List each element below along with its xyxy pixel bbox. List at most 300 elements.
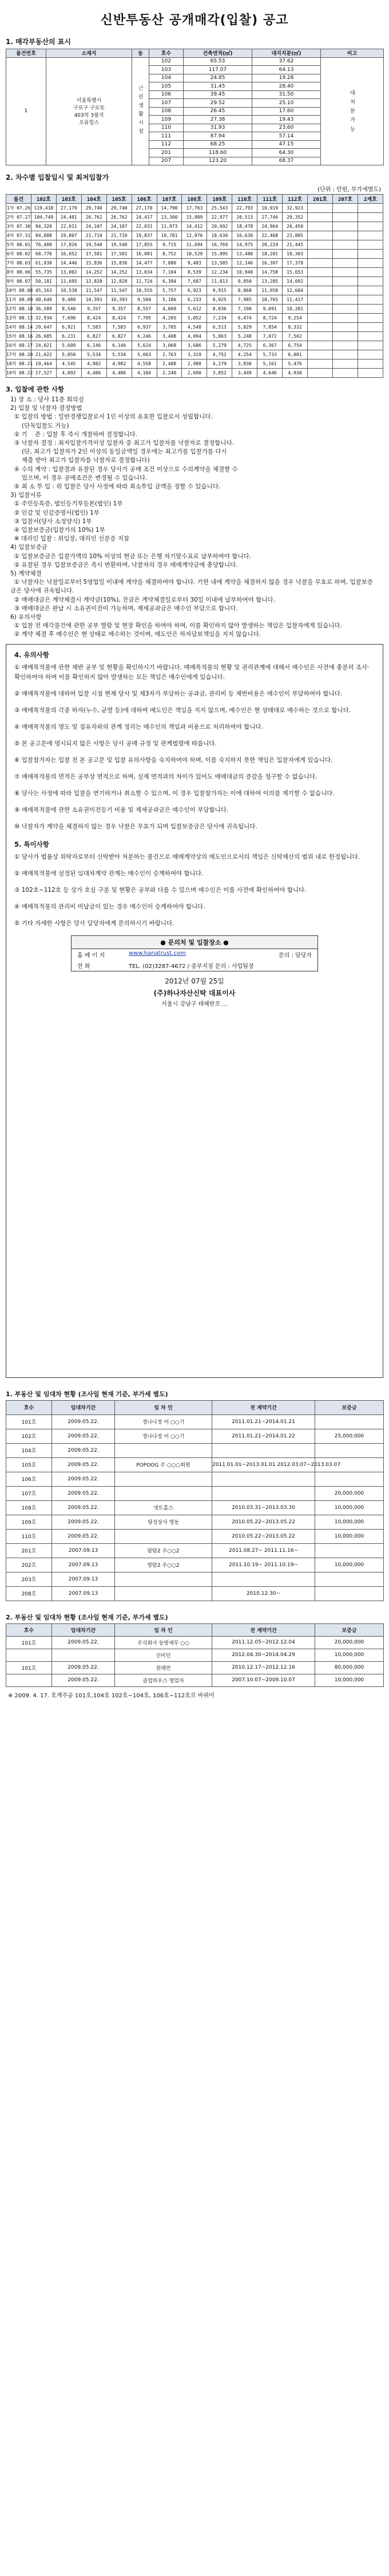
bid-price — [358, 240, 383, 250]
bid-price — [308, 341, 333, 350]
bid-price: 5,063 — [132, 350, 157, 359]
bid-price: 11,547 — [106, 286, 132, 295]
lease-header-cell: 보증금 — [315, 1400, 384, 1415]
bid-price — [308, 350, 333, 359]
bid-price: 5,534 — [81, 350, 106, 359]
lease-cell — [212, 1486, 315, 1500]
bid-price: 19,540 — [81, 240, 106, 250]
bid-price — [358, 359, 383, 369]
bid-price: 3,785 — [157, 323, 182, 332]
bid-header-row — [6, 195, 383, 204]
notice-date: 2012년 07월 25일 — [165, 977, 224, 985]
section3-heading: 3. 입찰에 관한 사항 — [6, 385, 65, 393]
lease-header-cell: 호수 — [6, 1400, 52, 1415]
lease-cell — [212, 1443, 315, 1457]
bid-header-cell: 110호 — [232, 195, 257, 204]
lease-cell: 101호 — [6, 1661, 52, 1674]
bid-price: 6,513 — [207, 323, 232, 332]
section4-item: ⑧ 당사는 사정에 따라 입찰을 연기하거나 취소할 수 있으며, 이 경우 입찰참가자는 이에 대하여 이의를 제기할 수 없습니다. — [14, 789, 335, 797]
bid-row — [6, 341, 383, 350]
lease-cell: 2010.05.22~2013.05.22 — [212, 1515, 315, 1529]
property-land-share: 19.43 — [252, 116, 321, 124]
bid-row — [6, 359, 383, 369]
bid-price: 9,489 — [56, 295, 81, 305]
bid-price: 19,807 — [56, 231, 81, 240]
property-unit: 105 — [149, 82, 184, 91]
bid-row — [6, 350, 383, 359]
lease-cell: 80,000,000 — [315, 1661, 384, 1674]
section5-item: ① 당사가 법률상 위탁자로부터 신탁받아 처분하는 물건으로 매매계약상의 매도인으로서의 책임은 신탁재산의 범위 내로 한정됩니다. — [14, 853, 360, 860]
header-cell: 비고 — [321, 49, 384, 58]
bid-price: 21,622 — [31, 350, 56, 359]
bid-price — [308, 213, 333, 222]
section3-line: ④ 수의 계약 : 입찰결과 유찰된 경우 당사가 공매 조건 이상으로 수의계약을 체결할 수 — [10, 465, 238, 473]
bid-price: 7,880 — [157, 259, 182, 268]
lease-cell: 넷트홀스 — [115, 1500, 212, 1515]
bid-header-cell: 물건 — [6, 195, 31, 204]
bid-price: 18,630 — [207, 231, 232, 240]
bid-price: 22,011 — [56, 222, 81, 231]
property-land-share: 47.15 — [252, 140, 321, 149]
lease-row — [6, 1529, 384, 1543]
section3-line: ① 주민등록증, 법인등기부등본(법인) 1부 — [10, 500, 123, 508]
property-unit: 201 — [149, 149, 184, 157]
bid-row — [6, 231, 383, 240]
bid-price: 13,034 — [132, 268, 157, 277]
bid-price — [308, 295, 333, 305]
bid-price: 4,092 — [56, 369, 81, 378]
bid-price: 7,854 — [257, 323, 283, 332]
bid-price: 3,319 — [182, 350, 207, 359]
bid-price — [358, 350, 383, 359]
property-land-share: 64.30 — [252, 149, 321, 157]
bid-price: 11,694 — [182, 240, 207, 250]
lease-cell — [115, 1472, 212, 1486]
bid-price: 3,408 — [157, 332, 182, 341]
bid-price: 19,837 — [132, 231, 157, 240]
bid-price: 9,691 — [257, 305, 283, 314]
bid-price: 32,934 — [31, 314, 56, 323]
lease-cell: 2009.05.22. — [52, 1636, 115, 1649]
bid-price: 14,477 — [132, 259, 157, 268]
bid-price: 16,052 — [56, 250, 81, 259]
bid-round: 9차 08.07 — [6, 277, 31, 286]
lease-header-cell: 전 계약기간 — [212, 1623, 315, 1636]
bid-price: 18,201 — [257, 250, 283, 259]
section3-line: ③ 낙찰자 결정 : 최저입찰가격이상 입찰자 중 최고가 입찰자를 낙찰자로 결정합니다. — [10, 440, 235, 447]
lease-cell: 2007.09.13 — [52, 1572, 115, 1586]
address-line: 서울특별시 — [76, 98, 102, 104]
lease-row — [6, 1649, 384, 1661]
section3-line: ※ 대리인 입찰 : 위임장, 대리인 신분증 지참 — [10, 535, 130, 543]
bid-price: 5,476 — [283, 359, 308, 369]
bid-price: 24,401 — [56, 213, 81, 222]
bid-price: 4,982 — [106, 359, 132, 369]
lease-cell: 107호 — [6, 1486, 52, 1500]
bid-header-cell: 103호 — [56, 195, 81, 204]
property-unit: 110 — [149, 124, 184, 132]
bid-price — [308, 314, 333, 323]
bid-price — [332, 305, 358, 314]
property-unit: 108 — [149, 107, 184, 116]
bid-header-cell: 111호 — [257, 195, 283, 204]
lease-cell — [315, 1586, 384, 1601]
bid-price: 17,527 — [31, 369, 56, 378]
lease-cell: 방탐2 주○○2 — [115, 1558, 212, 1572]
bid-price — [358, 369, 383, 378]
bid-price: 12,828 — [106, 277, 132, 286]
lease-cell: 102호 — [6, 1429, 52, 1443]
bid-price: 14,446 — [56, 259, 81, 268]
lease-row — [6, 1429, 384, 1443]
bid-price — [308, 359, 333, 369]
address-line: 구로구 구로동 — [73, 105, 105, 112]
bid-header-cell: 207호 — [332, 195, 358, 204]
bid-price: 9,254 — [283, 314, 308, 323]
bid-row — [6, 213, 383, 222]
bid-price: 9,715 — [157, 240, 182, 250]
lease-cell: 2010.05.22~2013.05.22 — [212, 1529, 315, 1543]
bid-price: 4,646 — [257, 369, 283, 378]
bid-price: 7,985 — [232, 295, 257, 305]
bid-price: 29,740 — [81, 204, 106, 213]
lease-cell — [115, 1443, 212, 1457]
bid-price: 10,281 — [283, 305, 308, 314]
section4-item: ③ 매매목적물의 각종 하자(누수, 균열 등)에 대하여 매도인은 책임을 지지 않으며, 매수인은 현 상태대로 매수하는 것으로 합니다. — [14, 706, 351, 714]
bid-price: 8,332 — [283, 323, 308, 332]
section3-line: 1) 장 소 : 당사 11층 회의실 — [10, 396, 84, 403]
property-unit: 112 — [149, 140, 184, 149]
lease-cell: 109호 — [6, 1515, 52, 1529]
bid-price — [308, 231, 333, 240]
bid-price: 61,938 — [31, 259, 56, 268]
bid-price: 5,829 — [232, 323, 257, 332]
bid-price — [308, 222, 333, 231]
bid-price — [332, 359, 358, 369]
bid-price: 14,790 — [157, 204, 182, 213]
property-header-row — [6, 49, 384, 58]
bid-price: 119,418 — [31, 204, 56, 213]
lease-row — [6, 1457, 384, 1472]
section5-body — [14, 852, 375, 929]
bid-price — [332, 350, 358, 359]
bid-header-cell: 106호 — [132, 195, 157, 204]
bid-price: 8,424 — [81, 314, 106, 323]
bid-price — [358, 259, 383, 268]
lease-row — [6, 1586, 384, 1601]
section3-line: 2) 입찰 및 낙찰자 결정방법 — [10, 405, 82, 412]
lease-row — [6, 1636, 384, 1649]
property-unit: 103 — [149, 66, 184, 74]
lease-cell: 2011.08.27~ 2011.11.16~ — [212, 1543, 315, 1558]
contact-link[interactable]: www.hanatrust.com — [129, 950, 186, 957]
bid-price — [358, 323, 383, 332]
bid-round: 3차 07.30 — [6, 222, 31, 231]
property-building-area: 31.45 — [184, 82, 252, 91]
bid-price: 15,836 — [81, 259, 106, 268]
section3-line: ② 인감 및 인감증명서(법인) 1부 — [10, 509, 100, 516]
lease-header-cell: 임 차 인 — [115, 1623, 212, 1636]
bid-price: 13,300 — [157, 213, 182, 222]
section3-line: ② 유찰된 경우 입찰보증금은 즉시 반환하며, 낙찰자의 경우 매매계약금에 충당합니다. — [10, 561, 238, 568]
bid-price: 4,094 — [182, 332, 207, 341]
bid-price: 10,538 — [56, 286, 81, 295]
bid-price: 5,279 — [207, 341, 232, 350]
bid-price: 4,545 — [56, 359, 81, 369]
bid-round: 6차 08.02 — [6, 250, 31, 259]
bid-price: 22,793 — [232, 204, 257, 213]
bid-price: 7,104 — [157, 268, 182, 277]
property-row — [6, 57, 384, 66]
lease-cell: 2009.05.22. — [52, 1515, 115, 1529]
lease-cell: 2011.12.05~2012.12.04 — [212, 1636, 315, 1649]
bid-price: 21,710 — [81, 231, 106, 240]
contact-box — [71, 935, 318, 971]
bid-price: 4,104 — [132, 369, 157, 378]
bid-price: 15,653 — [283, 268, 308, 277]
bid-price: 55,735 — [31, 268, 56, 277]
bid-price: 5,050 — [56, 350, 81, 359]
lease-cell — [315, 1415, 384, 1429]
bid-round: 2차 07.27 — [6, 213, 31, 222]
bid-price: 22,977 — [207, 213, 232, 222]
property-building-area: 118.60 — [184, 149, 252, 157]
section3-line: ② 매매대금은 계약체결시 계약금(10%), 잔금은 계약체결일로부터 30일 이내에 납부하여야 합니다. — [10, 596, 275, 603]
bid-price: 6,921 — [56, 323, 81, 332]
bid-price — [332, 323, 358, 332]
bid-round: 11차 08.09 — [6, 295, 31, 305]
lease-cell — [212, 1472, 315, 1486]
section3-line: ① 입찰보증금은 입찰가액의 10% 이상의 현금 또는 은행 자기앞수표로 납부하여야 합니다. — [10, 552, 252, 560]
bid-price: 29,352 — [283, 213, 308, 222]
bid-row — [6, 295, 383, 305]
header-cell: 대지지분(㎡) — [252, 49, 321, 58]
lease-table-1 — [6, 1400, 384, 1601]
bid-price: 17,581 — [106, 250, 132, 259]
bid-price: 50,181 — [31, 277, 56, 286]
bid-price — [308, 323, 333, 332]
bid-price: 14,092 — [283, 277, 308, 286]
section3-line: ① 낙찰자는 낙찰일로부터 5영업일 이내에 계약을 체결하여야 합니다. 기한 내에 계약을 체결하지 않을 경우 낙찰을 무효로 하며, 입찰보증금은 당사에 귀속됩니다. — [10, 579, 373, 595]
lease-row — [6, 1543, 384, 1558]
lease-cell: 2009.05.22. — [52, 1457, 115, 1472]
bid-price — [332, 277, 358, 286]
bid-price: 20,224 — [257, 240, 283, 250]
bid-round: 13차 08.13 — [6, 314, 31, 323]
bid-price: 16,081 — [132, 250, 157, 259]
bid-price: 7,583 — [106, 323, 132, 332]
bid-row — [6, 286, 383, 295]
bid-price: 17,581 — [81, 250, 106, 259]
header-cell: 건축면적(㎡) — [184, 49, 252, 58]
bid-price: 8,868 — [232, 286, 257, 295]
notes-box — [6, 644, 383, 1378]
lease-header-cell: 임 차 인 — [115, 1400, 212, 1415]
bid-price — [332, 295, 358, 305]
lease-cell: 2009.05.22. — [52, 1529, 115, 1543]
property-address — [46, 57, 132, 165]
bid-price: 10,529 — [182, 250, 207, 259]
bid-round: 18차 08.21 — [6, 359, 31, 369]
lease-cell: 10,000,000 — [315, 1500, 384, 1515]
bid-price: 76,400 — [31, 240, 56, 250]
property-land-share: 31.50 — [252, 90, 321, 99]
bid-price: 12,234 — [207, 268, 232, 277]
lease-cell — [6, 1674, 52, 1686]
bid-price: 6,923 — [182, 286, 207, 295]
bid-price: 13,480 — [232, 250, 257, 259]
lease-cell — [115, 1572, 212, 1586]
bid-price — [308, 277, 333, 286]
bid-price: 3,830 — [232, 359, 257, 369]
bid-price: 8,540 — [56, 305, 81, 314]
bid-price — [358, 314, 383, 323]
bid-row — [6, 240, 383, 250]
property-land-share: 25.10 — [252, 99, 321, 108]
bid-price: 8,724 — [257, 314, 283, 323]
section3-line: 6) 유의사항 — [10, 614, 42, 621]
bid-price: 29,740 — [106, 204, 132, 213]
lease-cell: 신비인 — [115, 1649, 212, 1661]
section3-line: 5) 계약체결 — [10, 570, 42, 578]
lease-cell: 주식회사 동방세무 ○○ — [115, 1636, 212, 1649]
bid-price: 18,478 — [232, 222, 257, 231]
property-unit: 106 — [149, 90, 184, 99]
bid-price — [358, 295, 383, 305]
bid-round: 14차 08.14 — [6, 323, 31, 332]
bid-price: 21,445 — [283, 240, 308, 250]
bid-row — [6, 268, 383, 277]
lease-cell: 25,000,000 — [315, 1429, 384, 1443]
bid-price: 14,252 — [106, 268, 132, 277]
contact-extra: 문의 : 담당자 — [278, 952, 312, 959]
page-title: 신반투동산 공개매각(입찰) 공고 — [100, 13, 289, 27]
bid-price: 6,246 — [132, 332, 157, 341]
header-cell: 호수 — [149, 49, 184, 58]
property-group-no: 1 — [6, 57, 46, 165]
bid-price: 20,513 — [232, 213, 257, 222]
bid-price — [332, 231, 358, 240]
bid-price: 8,539 — [182, 268, 207, 277]
section3-line: ② 기 준 : 입찰 후 즉시 개찰하여 결정합니다. — [10, 430, 137, 438]
bid-price: 4,930 — [283, 369, 308, 378]
lease-cell: 2012.04.30~2014.04.29 — [212, 1649, 315, 1661]
bid-header-cell: 2계호 — [358, 195, 383, 204]
bid-price: 10,765 — [257, 295, 283, 305]
lease-cell — [52, 1649, 115, 1661]
bid-price: 6,081 — [283, 350, 308, 359]
bid-price: 15,989 — [182, 213, 207, 222]
bid-row — [6, 204, 383, 213]
lease-cell — [315, 1472, 384, 1486]
bid-price: 9,850 — [232, 277, 257, 286]
lease-cell: 2007.09.13 — [52, 1558, 115, 1572]
lease-cell: 2009.05.22. — [52, 1472, 115, 1486]
section3-line: ④ 입찰보증금(입찰가의 10%) 1부 — [10, 527, 105, 534]
bid-price: 10,555 — [132, 286, 157, 295]
bid-price: 17,379 — [283, 259, 308, 268]
property-building-area: 26.45 — [184, 107, 252, 116]
bid-price — [308, 268, 333, 277]
bid-price: 36,589 — [31, 305, 56, 314]
bid-price: 23,805 — [283, 231, 308, 240]
section3-line: (단, 최고가 입찰자가 2인 이상의 동일금액일 경우에는 최고가를 입찰가를 다시 — [10, 448, 227, 456]
contact-heading: ● 문의처 및 입찰장소 ● — [72, 936, 317, 949]
property-note: 대 처 분 가 능 — [321, 57, 384, 165]
bid-header-cell: 104호 — [81, 195, 106, 204]
bid-price: 15,095 — [207, 250, 232, 259]
bid-price — [332, 250, 358, 259]
bid-price: 16,769 — [207, 240, 232, 250]
bid-price — [308, 250, 333, 259]
bid-price: 13,585 — [207, 259, 232, 268]
bid-price: 4,982 — [81, 359, 106, 369]
bid-price: 8,557 — [132, 305, 157, 314]
lease-row — [6, 1515, 384, 1529]
section3-line: ③ 입찰서(당사 소정양식) 1부 — [10, 517, 92, 525]
lease-cell — [315, 1543, 384, 1558]
property-unit: 102 — [149, 57, 184, 66]
bid-round: 4차 07.31 — [6, 231, 31, 240]
section4-item: ⑤ 본 공고문에 명시되지 않은 사항은 당사 공매 규정 및 관계법령에 따릅니다. — [14, 740, 217, 747]
header-cell: 소재지 — [46, 49, 132, 58]
lease-cell: 2010.03.31~2013.03.30 — [212, 1500, 315, 1515]
property-building-area: 87.94 — [184, 132, 252, 141]
section3-line: 있으며, 이 경우 공매조건은 변경될 수 있습니다. — [10, 474, 148, 481]
bid-price: 5,863 — [207, 332, 232, 341]
lease-cell: POPOOG 주 ○○○회원 — [115, 1457, 212, 1472]
bid-round: 12차 08.10 — [6, 305, 31, 314]
bid-price: 13,285 — [257, 277, 283, 286]
lease-cell: 20,000,000 — [315, 1636, 384, 1649]
lease-cell: 10,000,000 — [315, 1649, 384, 1661]
bid-price — [332, 213, 358, 222]
bid-row — [6, 259, 383, 268]
bid-price: 27,179 — [56, 204, 81, 213]
lease-cell: 208호 — [6, 1586, 52, 1601]
lease-cell: 2009.05.22. — [52, 1674, 115, 1686]
bid-price: 4,548 — [182, 323, 207, 332]
unit-label: (단위 : 만원, 부가세별도) — [317, 187, 381, 193]
bid-price — [332, 240, 358, 250]
bid-round: 17차 08.20 — [6, 350, 31, 359]
lease-cell: 2011.01.01~2013.01.01 2012.03.07~2013.03.07 — [212, 1457, 315, 1472]
bid-price: 9,483 — [182, 259, 207, 268]
bid-row — [6, 369, 383, 378]
section5-item: ② 매매목적물에 설정된 임대차계약 관계는 매수인이 승계하여야 합니다. — [14, 870, 204, 877]
bid-round: 7차 08.03 — [6, 259, 31, 268]
lease-cell: 2011.10.19~ 2011.10.19~ — [212, 1558, 315, 1572]
property-land-share: 64.13 — [252, 66, 321, 74]
issuer-address: 서울시 강남구 테헤란로 ... — [161, 1001, 228, 1008]
bid-header-cell: 102호 — [31, 195, 56, 204]
bid-price — [332, 204, 358, 213]
bid-price: 9,357 — [106, 305, 132, 314]
lease-cell: 108호 — [6, 1500, 52, 1515]
property-land-share: 23.60 — [252, 124, 321, 132]
section4-item: ② 매매목적물에 대하여 입찰 시점 현재 당사 및 제3자가 부담하는 공과금, 관리비 등 제반비용은 매수인이 부담하여야 합니다. — [14, 690, 343, 697]
lease-cell: 2009.05.22. — [52, 1500, 115, 1515]
property-land-share: 37.62 — [252, 57, 321, 66]
bid-header-cell: 112호 — [283, 195, 308, 204]
section4-item: ⑥ 입찰참가자는 입찰 전 본 공고문 및 입찰 유의사항을 숙지하여야 하며, 이를 숙지하지 못한 책임은 입찰자에게 있습니다. — [14, 756, 333, 764]
lease-cell: 클럽하우스 영업자 — [115, 1674, 212, 1686]
bid-header-cell: 107호 — [157, 195, 182, 204]
bid-price: 6,394 — [157, 277, 182, 286]
contact-row — [72, 949, 317, 960]
bid-price: 9,915 — [207, 286, 232, 295]
lease-cell: 윈헤빈 — [115, 1661, 212, 1674]
